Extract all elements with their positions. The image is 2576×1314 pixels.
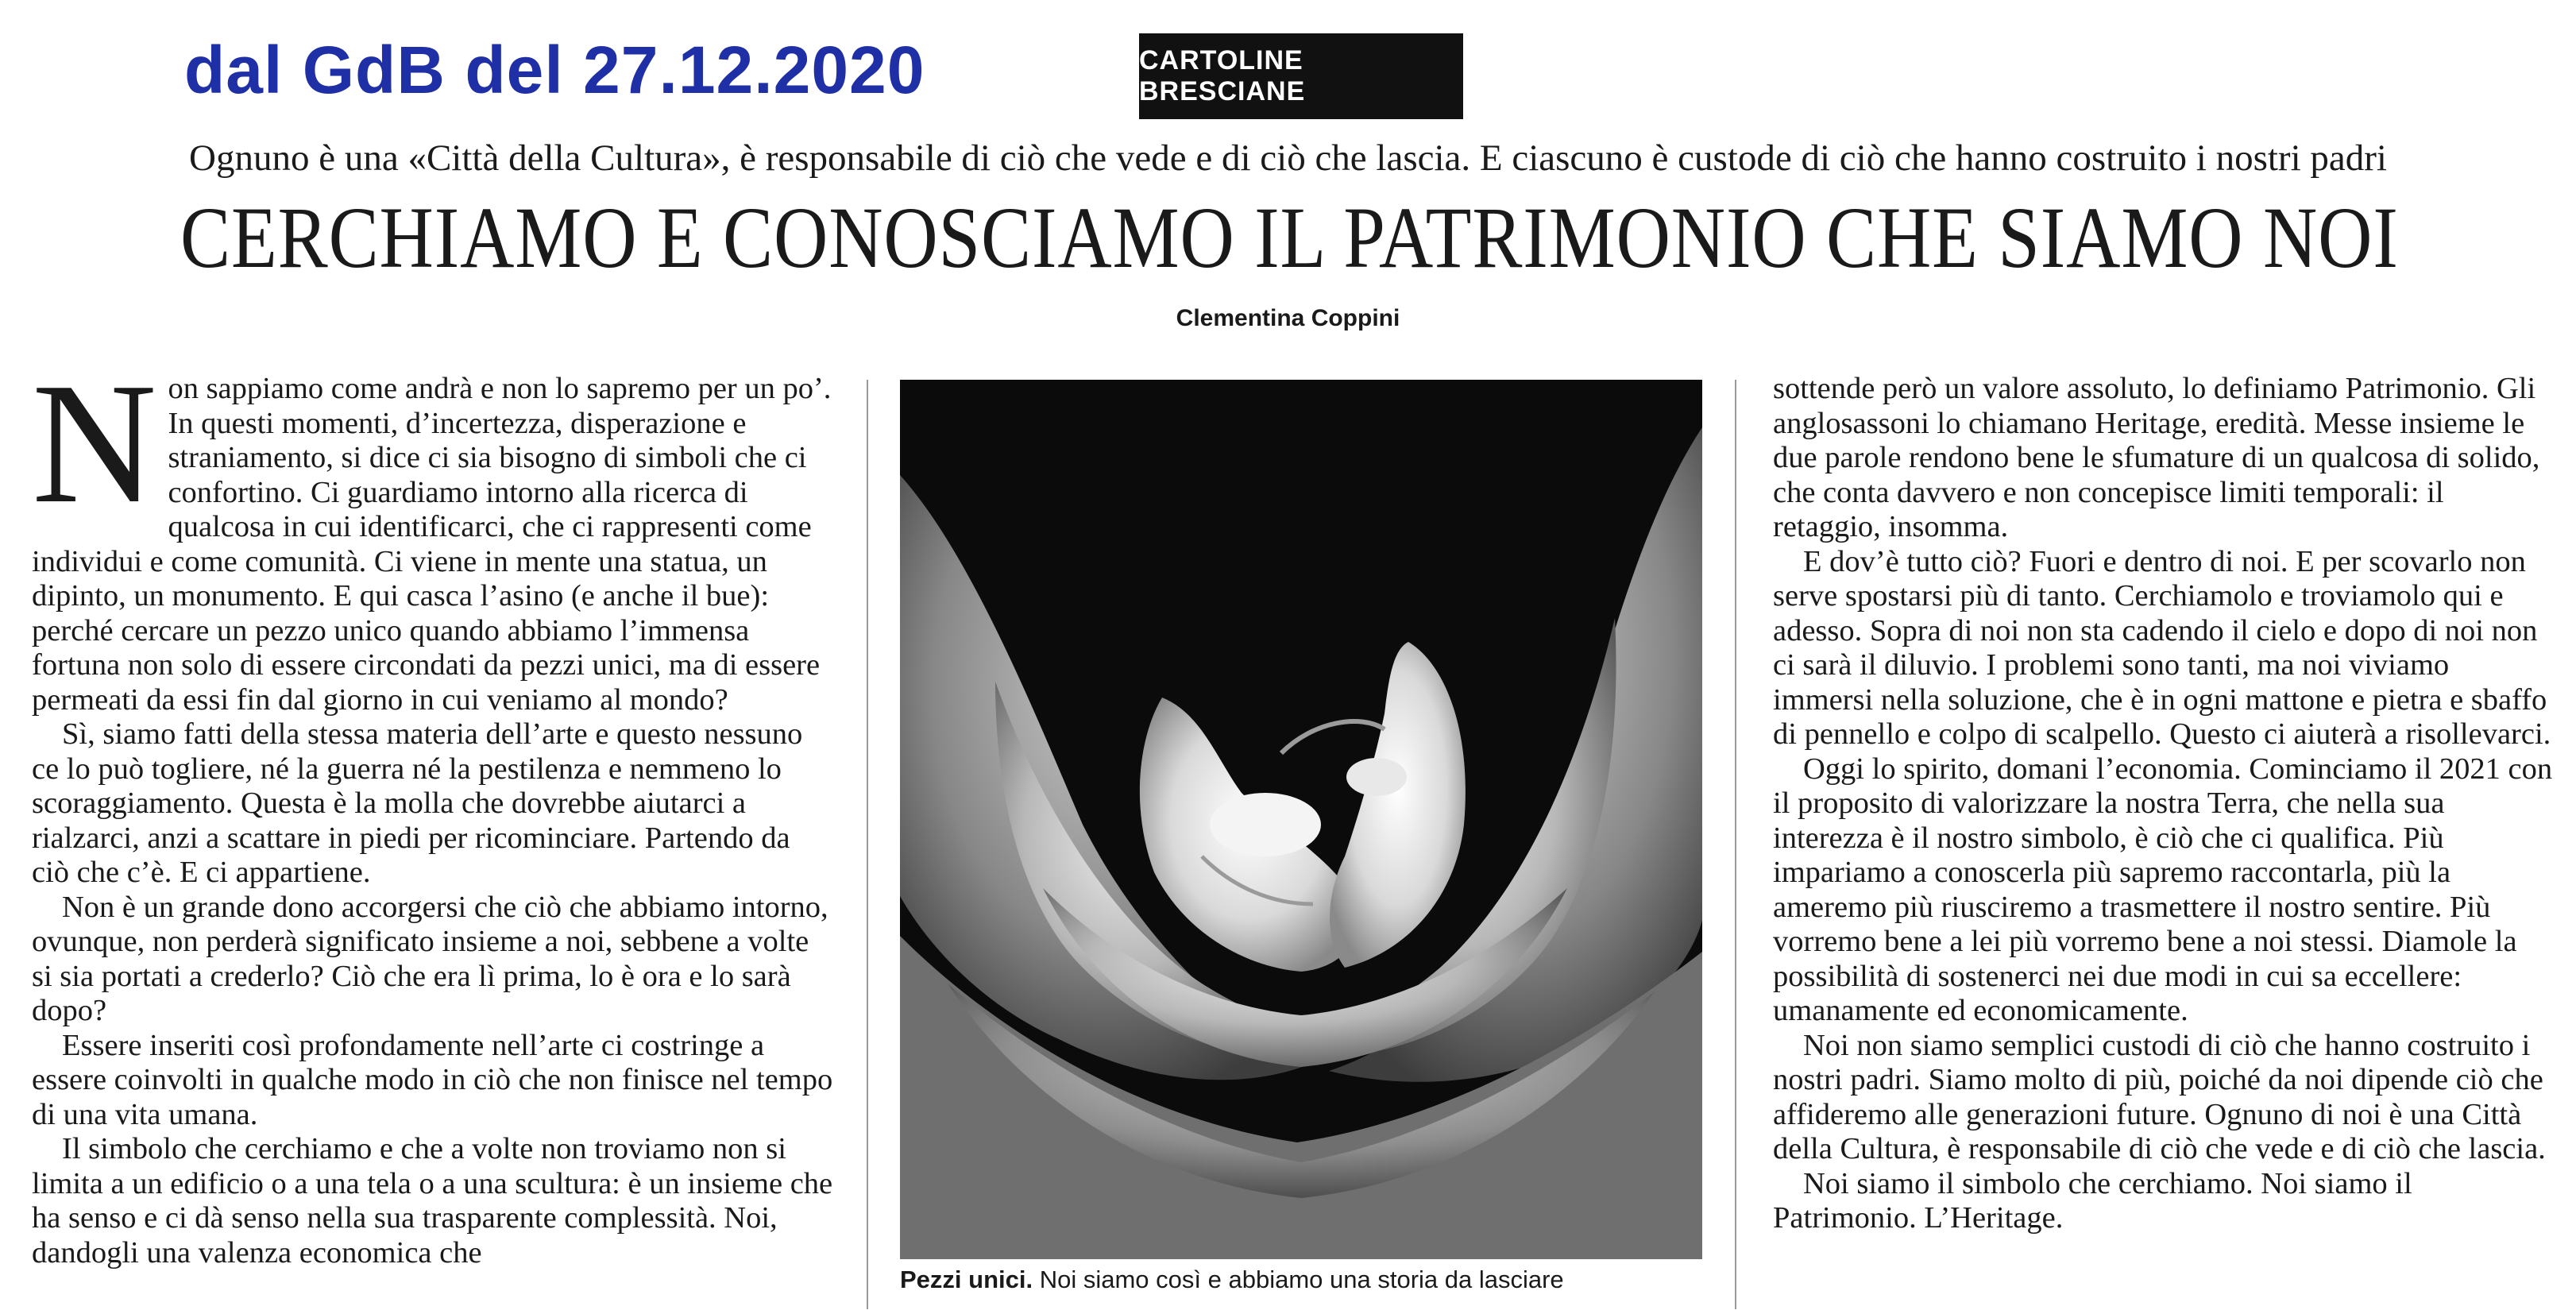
paragraph-4: Essere inseriti così profondamente nell’arte ci costringe a essere coinvolti in qualche modo in ciò che non finisce nel tempo di una vita umana. [32, 1028, 833, 1131]
article-headline: CERCHIAMO E CONOSCIAMO IL PATRIMONIO CHE SIAMO NOI [180, 189, 2399, 286]
paragraph-5: Il simbolo che cerchiamo e che a volte non troviamo non si limita a un edificio o a una tela o a una scultura: è un insieme che ha senso e ci dà senso nella sua trasparente complessità. Noi, dandogli una valenza economica che [32, 1132, 833, 1270]
article-kicker: Ognuno è una «Città della Cultura», è responsabile di ciò che vede e di ciò che lascia. E ciascuno è custode di ciò che hanno costruito i nostri padri [189, 137, 2387, 179]
left-column [32, 348, 834, 1270]
paragraph-10: Noi siamo il simbolo che cerchiamo. Noi siamo il Patrimonio. L’Heritage. [1773, 1166, 2412, 1235]
hands-illustration [900, 380, 1702, 1259]
paragraph-8: Oggi lo spirito, domani l’economia. Cominciamo il 2021 con il proposito di valorizzare la nostra Terra, che nella sua interezza è il nostro simbolo, è ciò che ci qualifica. Più impariamo a conoscerla più sapremo raccontarla, più la ameremo più riusciremo a trasmettere il nostro sentire. Più vorremo bene a lei più vorremo bene a noi stessi. Diamole la possibilità di sostenerci nei due modi in cui sa eccellere: umanamente ed economicamente. [1773, 752, 2553, 1027]
caption-text: Noi siamo così e abbiamo una storia da lasciare [1033, 1266, 1564, 1293]
rubric-label: CARTOLINE BRESCIANE [1139, 45, 1306, 106]
paragraph-9: Noi non siamo semplici custodi di ciò che hanno costruito i nostri padri. Siamo molto di più, poiché da noi dipende ciò che affideremo alle generazioni future. Ognuno di noi è una Città della Cultura, è responsabile di ciò che vede e di ciò che lascia. [1773, 1028, 2546, 1165]
right-column [1773, 372, 2553, 1236]
photo-caption [900, 1266, 1726, 1294]
column-divider [867, 380, 868, 1309]
paragraph-3: Non è un grande dono accorgersi che ciò che abbiamo intorno, ovunque, non perderà significato insieme a noi, sebbene a volte si sia portati a crederlo? Ciò che era lì prima, lo è ora e lo sarà dopo? [32, 890, 828, 1027]
caption-lead: Pezzi unici. [900, 1266, 1033, 1293]
paragraph-6: sottende però un valore assoluto, lo definiamo Patrimonio. Gli anglosassoni lo chiamano Heritage, eredità. Messe insieme le due parole rendono bene le sfumature di un qualcosa di solido, che conta davvero e non concepisce limiti temporali: il retaggio, insomma. [1773, 372, 2540, 543]
source-label: dal GdB del 27.12.2020 [184, 33, 925, 107]
article-byline: Clementina Coppini [1176, 305, 1400, 331]
photo-hands [900, 380, 1702, 1259]
rubric-badge [1139, 33, 1463, 119]
column-divider [1735, 380, 1736, 1309]
paragraph-2: Sì, siamo fatti della stessa materia dell’arte e questo nessuno ce lo può togliere, né la guerra né la pestilenza e nemmeno lo scoraggiamento. Questa è la molla che dovrebbe aiutarci a rialzarci, anzi a scattare in piedi per ricominciare. Partendo da ciò che c’è. E ci appartiene. [32, 717, 803, 889]
drop-cap: N [32, 348, 157, 539]
paragraph-1 [32, 348, 834, 717]
paragraph-1-text: on sappiamo come andrà e non lo sapremo per un po’. In questi momenti, d’incertezza, disperazione e straniamento, si dice ci sia bisogno di simboli che ci confortino. Ci guardiamo intorno alla ricerca di qualcosa in cui identificarci, che ci rappresenti come individui e come comunità. Ci viene in mente una statua, un dipinto, un monumento. E qui casca l’asino (e anche il bue): perché cercare un pezzo unico quando abbiamo l’immensa fortuna non solo di essere circondati da pezzi unici, ma di essere permeati da essi fin dal giorno in cui veniamo al mondo? [32, 372, 832, 717]
paragraph-7: E dov’è tutto ciò? Fuori e dentro di noi. E per scovarlo non serve spostarsi più di tanto. Cerchiamolo e troviamolo qui e adesso. Sopra di noi non sta cadendo il cielo e dopo di noi non ci sarà il diluvio. I problemi sono tanti, ma noi viviamo immersi nella soluzione, che è in ogni mattone e pietra e sbaffo di pennello e colpo di scalpello. Questo ci aiuterà a risollevarci. [1773, 544, 2551, 751]
